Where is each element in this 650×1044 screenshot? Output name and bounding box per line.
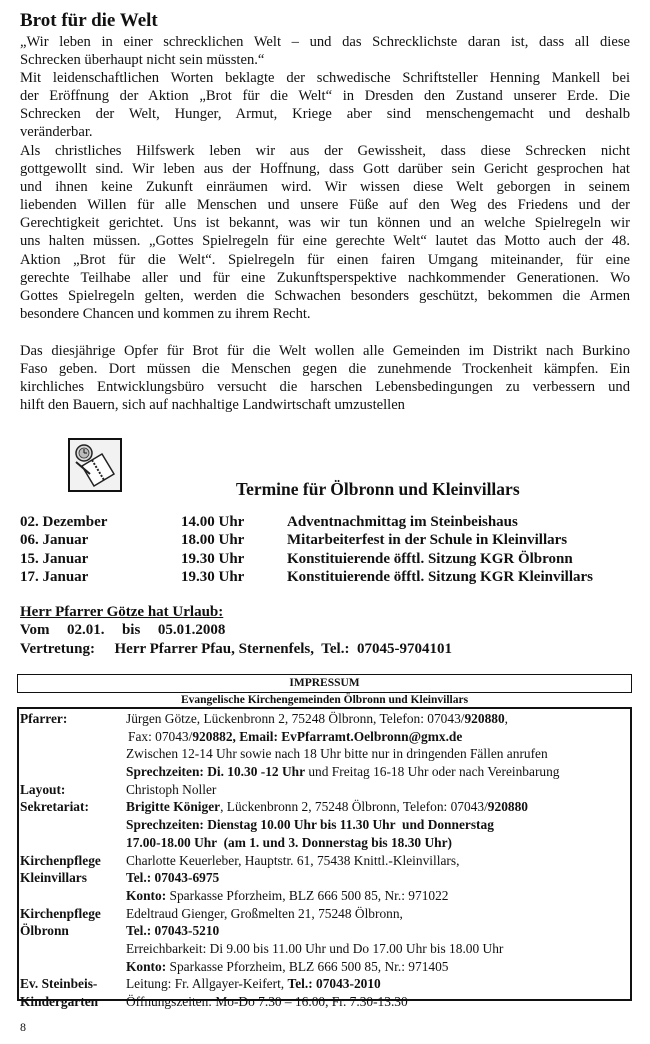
secretary-phone: 920880 [487,799,528,815]
event-date: 17. Januar [20,568,89,585]
secretary-address: , Lückenbronn 2, 75248 Ölbronn, Telefon: 07043/ [220,799,488,815]
kp-oelbronn-address: Edeltraud Gienger, Großmelten 21, 75248 Ölbronn, [126,905,403,921]
pfarrer-office-hours: Sprechzeiten: Di. 10.30 -12 Uhr [126,764,306,780]
impressum-label: Kindergarten [20,994,99,1009]
kindergarten-hours: Öffnungszeiten: Mo-Do 7.30 – 16.00, Fr. 7.30-13.30 [126,994,408,1009]
article-paragraph-3 [20,142,630,323]
termine-heading: Termine für Ölbronn und Kleinvillars [236,479,520,499]
kp-kleinvillars-phone: Tel.: 07043-6975 [126,870,220,886]
impressum-label: Sekretariat: [20,799,89,815]
article-paragraph-4 [20,342,630,414]
kindergarten-lead: Leitung: Fr. Allgayer-Keifert, [126,976,288,992]
kindergarten-phone: Tel.: 07043-2010 [287,976,381,992]
event-date: 15. Januar [20,550,89,567]
pfarrer-email[interactable]: 920882, Email: EvPfarramt.Oelbronn@gmx.de [192,728,463,744]
konto-label: Konto: [126,958,167,974]
substitute-value: Herr Pfarrer Pfau, Sternenfels, Tel.: 07045-9704101 [114,640,452,657]
text-line: Gottes Spielregeln gelten, werden die Schwachen besonders geschützt, bekommen die Armen [20,287,630,304]
text-line: hilft den Bauern, sich auf nachhaltige Landwirtschaft umzustellen [20,397,405,414]
text-line: „Wir leben in einer schrecklichen Welt – und das Schrecklichste daran ist, dass all diese [20,34,630,50]
impressum-label: Ev. Steinbeis- [20,976,98,992]
pfarrer-call-note: Zwischen 12-14 Uhr sowie nach 18 Uhr bitte nur in dringenden Fällen anrufen [126,746,548,762]
text-line: besondere Chancen und kommen zu ihrem Recht. [20,305,311,322]
impressum-heading: IMPRESSUM [17,674,632,693]
kp-oelbronn-availability: Erreichbarkeit: Di 9.00 bis 11.00 Uhr und Do 17.00 Uhr bis 18.00 Uhr [126,940,504,956]
text-line: Mit leidenschaftlichen Worten beklagte der schwedische Schriftsteller Henning Mankell bei [20,70,630,86]
event-time: 19.30 Uhr [181,568,245,585]
page-number: 8 [20,1020,26,1034]
event-title: Adventnachmittag im Steinbeishaus [287,514,518,530]
text-line: Schrecken überhaupt nicht sein müssten.“ [20,52,265,69]
impressum-label: Layout: [20,781,66,797]
kp-kleinvillars-account: Sparkasse Pforzheim, BLZ 666 500 85, Nr.: 971022 [166,887,449,903]
vacation-dates [20,621,452,639]
notebook-clock-icon [68,438,122,492]
secretary-name: Brigitte Königer [126,799,221,815]
text-line: gerechte Teilhabe aller und für eine Zukunftsperspektive nachkommender Generationen. Wo [20,269,630,286]
event-time: 14.00 Uhr [181,514,245,530]
secretary-hours: Sprechzeiten: Dienstag 10.00 Uhr bis 11.30 Uhr und Donnerstag [126,817,494,833]
text-line: Aktion „Brot für die Welt“. Spielregeln für einen fairen Umgang miteinander, für eine [20,251,630,268]
impressum-label: Pfarrer: [20,711,68,726]
punctuation: , [504,711,509,726]
vacation-notice [20,603,452,658]
article-quote [20,33,630,69]
event-time: 19.30 Uhr [181,550,245,567]
pfarrer-phone: 920880 [464,711,505,726]
pfarrer-office-hours-rest: und Freitag 16-18 Uhr oder nach Vereinbarung [305,764,560,780]
text-line: gottgewollt sind. Wir leben aus der Hoffnung, dass Gott darüber sein Gericht gesprochen hat [20,161,630,178]
text-line: Schrecken der Welt, Hunger, Armut, Kriege aber sind menschengemacht und deshalb [20,106,630,123]
impressum-label: Ölbronn [20,923,69,939]
text-line: Das diesjährige Opfer für Brot für die Welt wollen alle Gemeinden im Distrikt nach Burkino [20,343,630,359]
impressum-label: Kirchenpflege [20,905,101,921]
vacation-to-label: bis [121,622,141,639]
layout-name: Christoph Noller [126,781,217,797]
vacation-heading: Herr Pfarrer Götze hat Urlaub: [20,604,224,620]
vacation-to: 05.01.2008 [157,622,226,639]
impressum-label: Kleinvillars [20,870,87,886]
text-line: liebenden Willen für alle Menschen und unsere Füße auf den Weg des Friedens und der [20,197,630,214]
text-line: und ihnen keine Zukunft einräumen wird. Wir wissen diese Welt geborgen in seinem [20,179,630,196]
vacation-from-label: Vom [20,622,50,639]
article-title: Brot für die Welt [20,10,158,31]
konto-label: Konto: [126,887,167,903]
kp-oelbronn-account: Sparkasse Pforzheim, BLZ 666 500 85, Nr.: 971405 [166,958,449,974]
event-title: Konstituierende öfftl. Sitzung KGR Kleinvillars [287,568,593,585]
event-title: Konstituierende öfftl. Sitzung KGR Ölbronn [287,550,573,567]
kp-kleinvillars-address: Charlotte Keuerleber, Hauptstr. 61, 75438 Knittl.-Kleinvillars, [126,852,460,868]
kp-oelbronn-phone: Tel.: 07043-5210 [126,923,220,939]
event-title: Mitarbeiterfest in der Schule in Kleinvillars [287,532,568,549]
impressum-subheading: Evangelische Kirchengemeinden Ölbronn und Kleinvillars [180,694,469,706]
event-date: 02. Dezember [20,514,108,530]
text-line: der Eröffnung der Aktion „Brot für die Welt“ in Dresden den Zustand unserer Erde. Die [20,88,630,105]
impressum-label: Kirchenpflege [20,852,101,868]
substitute-label: Vertretung: [20,640,95,657]
event-date: 06. Januar [20,532,89,549]
text-line: Als christliches Hilfswerk leben wir aus der Gewissheit, dass diese Schrecken nicht [20,143,630,159]
text-line: uns halten müssen. „Gottes Spielregeln für eine gerechte Welt“ lautet das Motto auch der 48. [20,233,630,250]
secretary-hours-2: 17.00-18.00 Uhr (am 1. und 3. Donnerstag bis 18.30 Uhr) [126,834,452,850]
pfarrer-address: Jürgen Götze, Lückenbronn 2, 75248 Ölbronn, Telefon: 07043/ [126,711,465,726]
text-line: veränderbar. [20,124,93,141]
article-paragraph-2 [20,69,630,141]
text-line: Faso geben. Dort müssen die Menschen gegen die zunehmende Trockenheit kämpfen. Ein [20,361,630,378]
vacation-from: 02.01. [66,622,105,639]
event-time: 18.00 Uhr [181,532,245,549]
text-line: kirchliches Entwicklungsbüro versucht die harschen Lebensbedingungen zu verbessern und [20,379,630,396]
text-line: Gerechtigkeit gerichtet. Uns ist bekannt, was wir tun können und an welche Spielregeln wir [20,215,630,232]
vacation-substitute [20,640,452,658]
pfarrer-fax-label: Fax: 07043/ [128,728,193,744]
